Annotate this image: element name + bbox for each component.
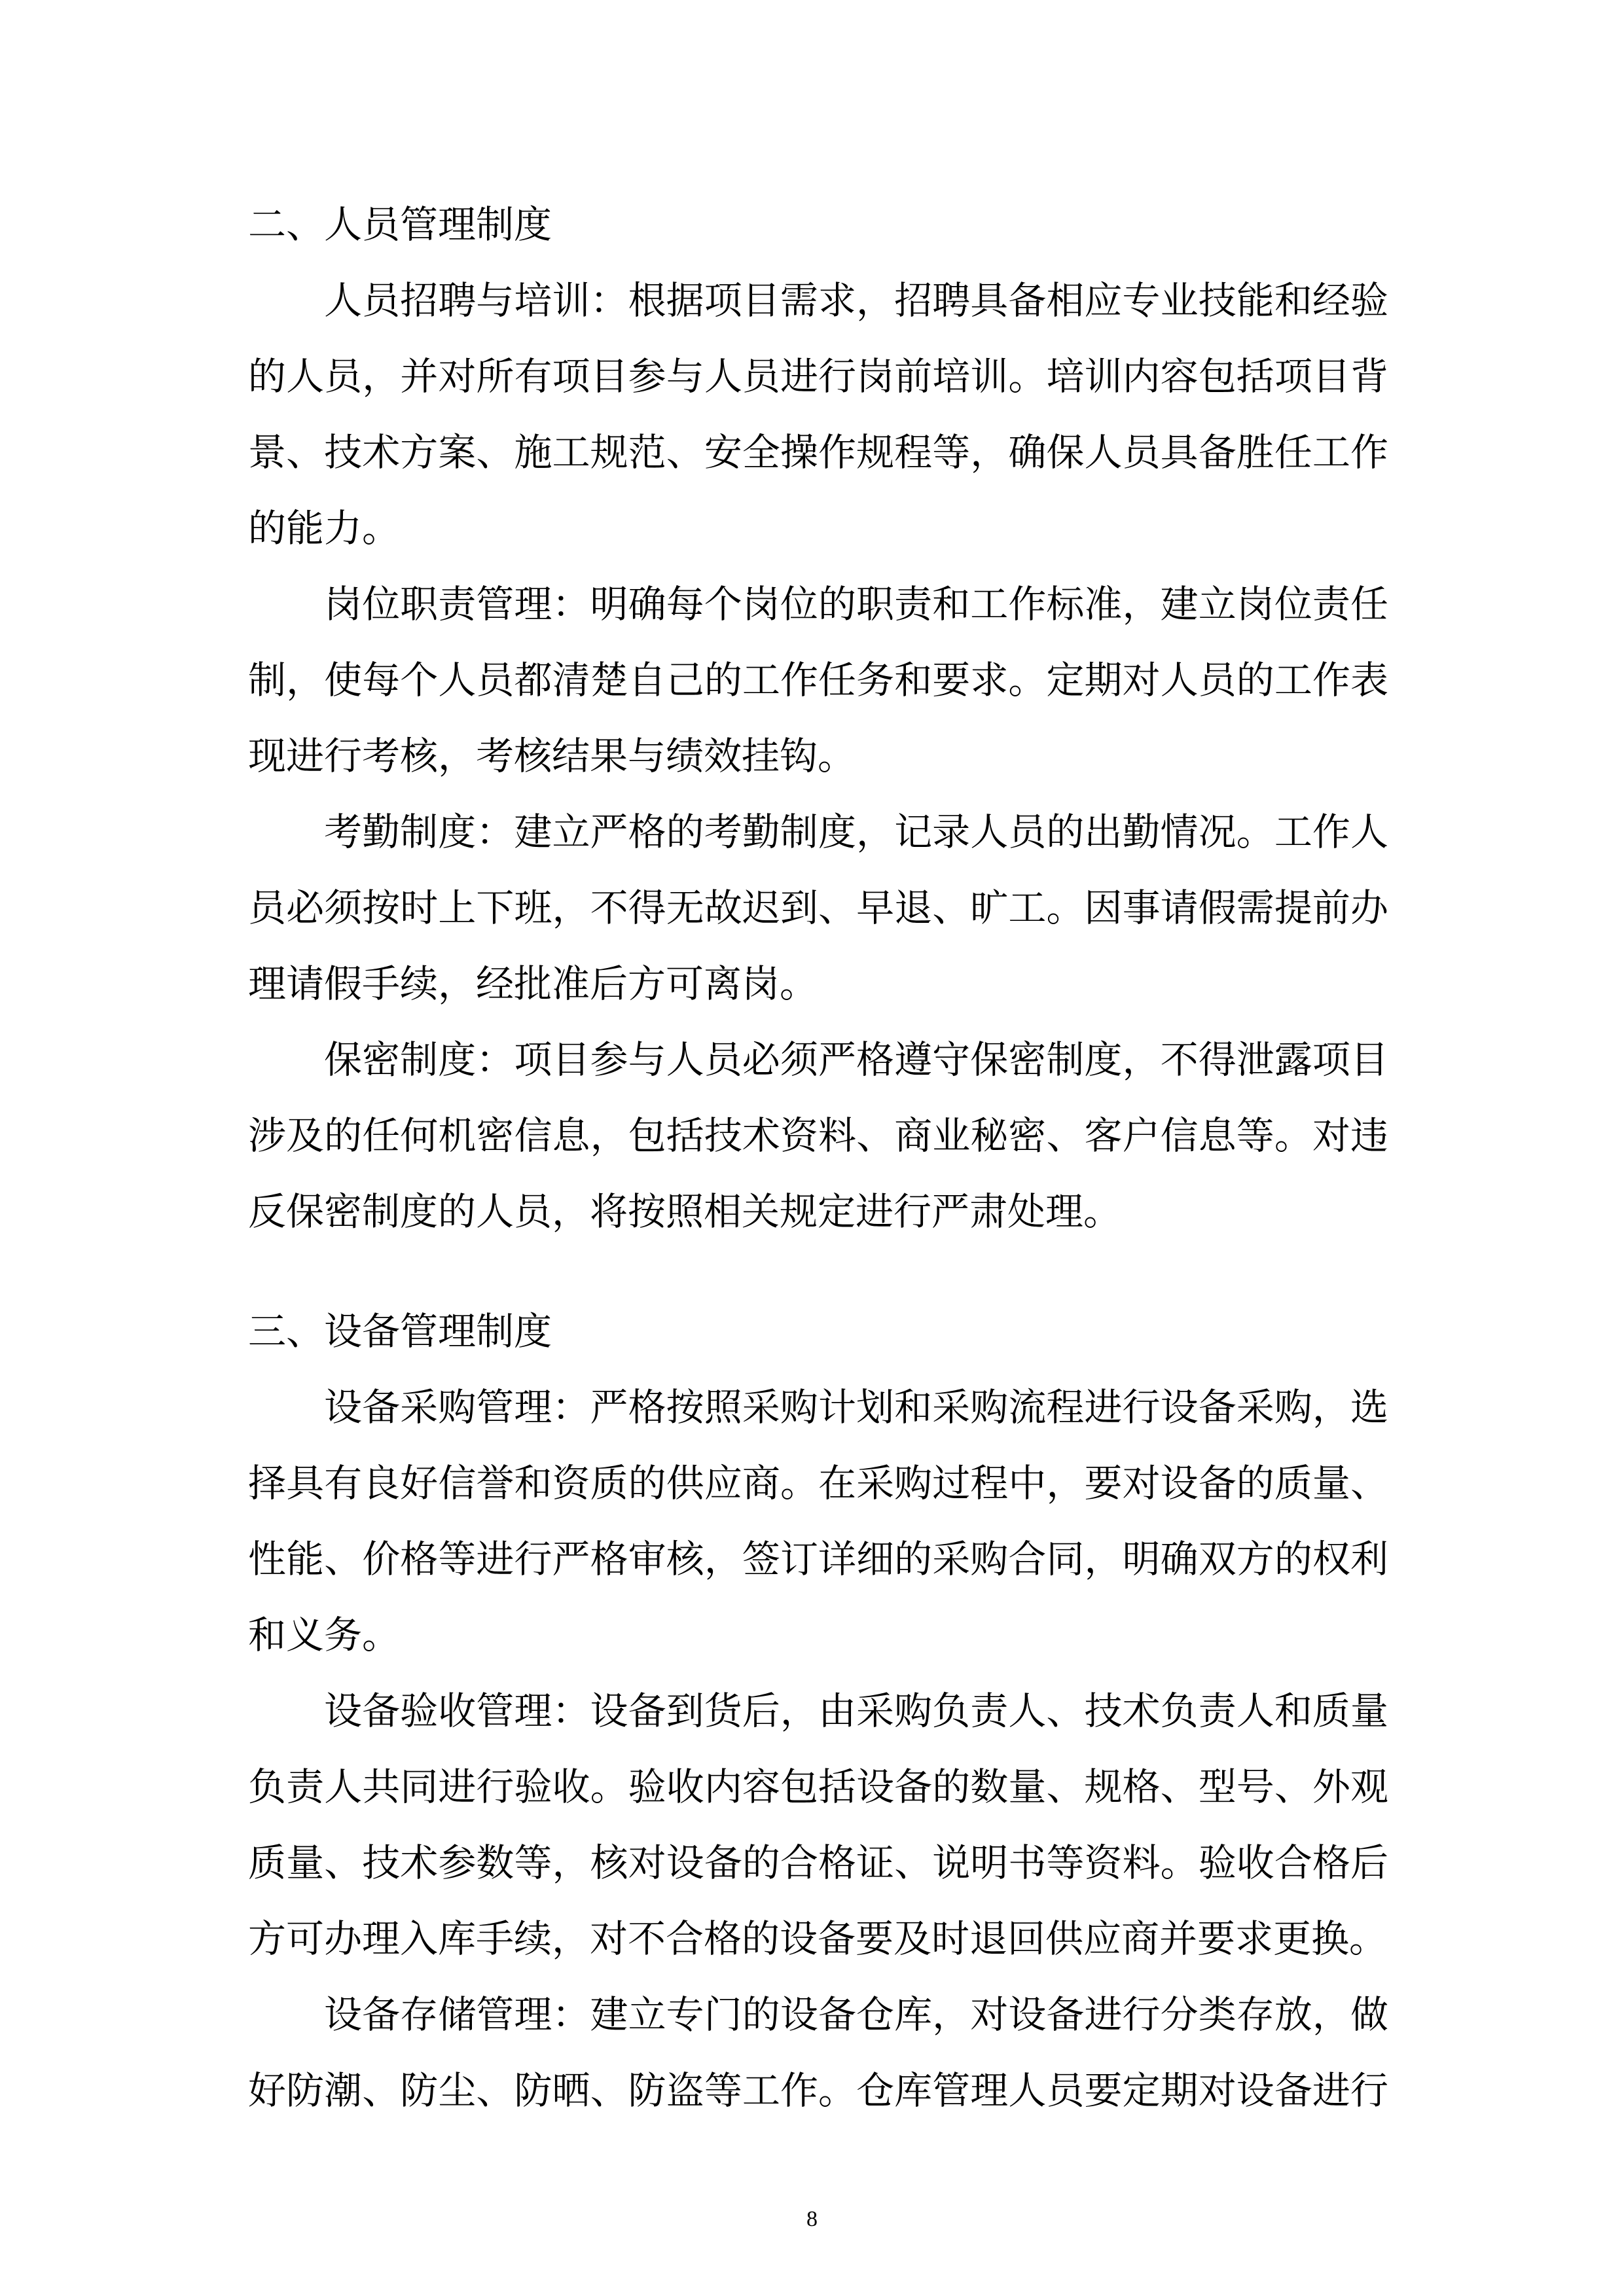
text-line: 方可办理入库手续，对不合格的设备要及时退回供应商并要求更换。 [248,1916,1388,1961]
text-line: 人员招聘与培训：根据项目需求，招聘具备相应专业技能和经验 [324,278,1388,323]
section [248,1293,1388,2128]
paragraph [248,1022,1388,1249]
text-line: 理请假手续，经批准后方可离岗。 [248,961,818,1006]
text-line: 反保密制度的人员，将按照相关规定进行严肃处理。 [248,1189,1122,1234]
text-line: 保密制度：项目参与人员必须严格遵守保密制度，不得泄露项目 [324,1037,1388,1082]
text-line: 好防潮、防尘、防晒、防盗等工作。仓库管理人员要定期对设备进行 [248,2068,1388,2113]
text-line: 择具有良好信誉和资质的供应商。在采购过程中，要对设备的质量、 [248,1461,1388,1505]
text-line: 设备采购管理：严格按照采购计划和采购流程进行设备采购，选 [324,1385,1388,1429]
paragraph [248,1977,1388,2128]
text-line: 的能力。 [248,506,401,550]
text-line: 和义务。 [248,1613,401,1657]
document-body [248,187,1388,2128]
text-line: 制，使每个人员都清楚自己的工作任务和要求。定期对人员的工作表 [248,658,1388,702]
text-line: 岗位职责管理：明确每个岗位的职责和工作标准，建立岗位责任 [324,582,1388,626]
paragraph [248,794,1388,1022]
page-number: 8 [806,2207,818,2231]
text-line: 性能、价格等进行严格审核，签订详细的采购合同，明确双方的权利 [248,1537,1388,1581]
text-line: 设备验收管理：设备到货后，由采购负责人、技术负责人和质量 [324,1689,1388,1733]
text-line: 现进行考核，考核结果与绩效挂钩。 [248,734,856,778]
text-line: 景、技术方案、施工规范、安全操作规程等，确保人员具备胜任工作 [248,430,1388,475]
text-line: 的人员，并对所有项目参与人员进行岗前培训。培训内容包括项目背 [248,354,1388,399]
text-line: 涉及的任何机密信息，包括技术资料、商业秘密、客户信息等。对违 [248,1113,1388,1158]
section [248,187,1388,1249]
text-line: 考勤制度：建立严格的考勤制度，记录人员的出勤情况。工作人 [324,810,1388,854]
paragraph [248,262,1388,566]
text-line: 设备存储管理：建立专门的设备仓库，对设备进行分类存放，做 [324,1992,1388,2037]
paragraph [248,1673,1388,1977]
text-line: 员必须按时上下班，不得无故迟到、早退、旷工。因事请假需提前办 [248,886,1388,930]
paragraph [248,1369,1388,1673]
text-line: 负责人共同进行验收。验收内容包括设备的数量、规格、型号、外观 [248,1765,1388,1809]
section-heading: 二、人员管理制度 [248,202,552,247]
section-heading: 三、设备管理制度 [248,1309,552,1354]
text-line: 质量、技术参数等，核对设备的合格证、说明书等资料。验收合格后 [248,1840,1388,1885]
paragraph [248,566,1388,794]
